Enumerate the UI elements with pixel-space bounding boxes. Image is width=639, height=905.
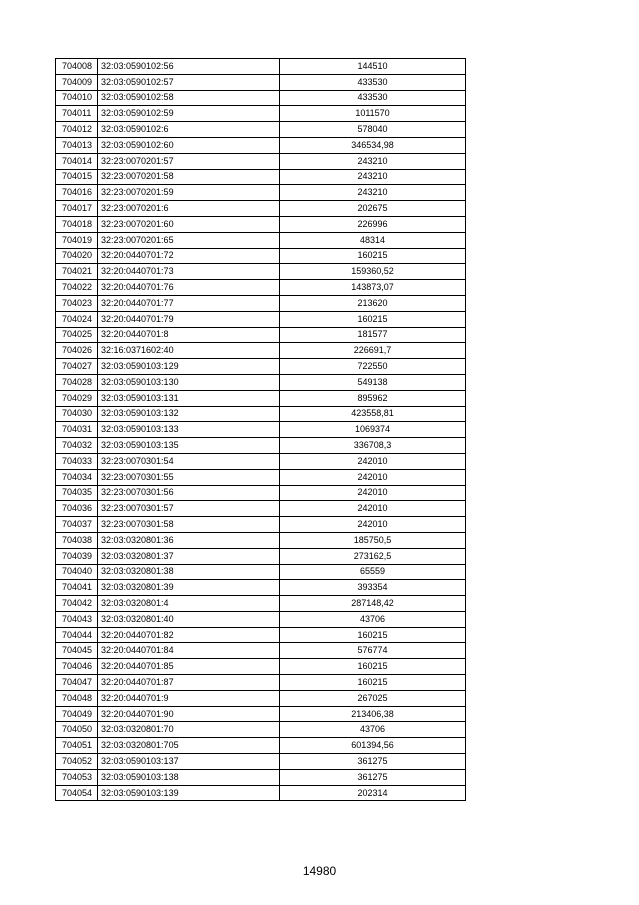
row-id-cell: 704045 (56, 643, 98, 659)
row-id-cell: 704047 (56, 675, 98, 691)
value-cell: 202314 (280, 785, 466, 801)
value-cell: 181577 (280, 327, 466, 343)
row-id-cell: 704035 (56, 485, 98, 501)
cadastral-number-cell: 32:23:0070201:58 (98, 169, 280, 185)
value-cell: 361275 (280, 769, 466, 785)
row-id-cell: 704026 (56, 343, 98, 359)
value-cell: 160215 (280, 248, 466, 264)
table-row (56, 675, 466, 691)
value-cell: 287148,42 (280, 596, 466, 612)
row-id-cell: 704049 (56, 706, 98, 722)
cadastral-number-cell: 32:20:0440701:8 (98, 327, 280, 343)
cadastral-number-cell: 32:23:0070201:60 (98, 216, 280, 232)
row-id-cell: 704022 (56, 280, 98, 296)
value-cell: 213620 (280, 295, 466, 311)
value-cell: 1069374 (280, 422, 466, 438)
cadastral-number-cell: 32:03:0590103:135 (98, 438, 280, 454)
row-id-cell: 704012 (56, 122, 98, 138)
row-id-cell: 704044 (56, 627, 98, 643)
table-row (56, 580, 466, 596)
table-row (56, 185, 466, 201)
table-row (56, 564, 466, 580)
table-row (56, 343, 466, 359)
value-cell: 242010 (280, 501, 466, 517)
table-row (56, 311, 466, 327)
row-id-cell: 704011 (56, 106, 98, 122)
table-row (56, 106, 466, 122)
row-id-cell: 704051 (56, 738, 98, 754)
cadastral-number-cell: 32:23:0070301:54 (98, 453, 280, 469)
cadastral-number-cell: 32:23:0070301:55 (98, 469, 280, 485)
row-id-cell: 704042 (56, 596, 98, 612)
row-id-cell: 704052 (56, 754, 98, 770)
value-cell: 226691,7 (280, 343, 466, 359)
row-id-cell: 704046 (56, 659, 98, 675)
value-cell: 65559 (280, 564, 466, 580)
row-id-cell: 704029 (56, 390, 98, 406)
table-row (56, 422, 466, 438)
table-row (56, 153, 466, 169)
table-row (56, 374, 466, 390)
row-id-cell: 704015 (56, 169, 98, 185)
value-cell: 423558,81 (280, 406, 466, 422)
row-id-cell: 704009 (56, 74, 98, 90)
value-cell: 242010 (280, 485, 466, 501)
cadastral-number-cell: 32:16:0371602:40 (98, 343, 280, 359)
cadastral-number-cell: 32:03:0590103:132 (98, 406, 280, 422)
cadastral-number-cell: 32:23:0070301:57 (98, 501, 280, 517)
table-row (56, 722, 466, 738)
table-row (56, 406, 466, 422)
value-cell: 213406,38 (280, 706, 466, 722)
value-cell: 243210 (280, 153, 466, 169)
cadastral-number-cell: 32:03:0590102:56 (98, 59, 280, 75)
row-id-cell: 704050 (56, 722, 98, 738)
value-cell: 144510 (280, 59, 466, 75)
cadastral-number-cell: 32:20:0440701:82 (98, 627, 280, 643)
row-id-cell: 704008 (56, 59, 98, 75)
value-cell: 578040 (280, 122, 466, 138)
value-cell: 143873,07 (280, 280, 466, 296)
table-row (56, 596, 466, 612)
row-id-cell: 704014 (56, 153, 98, 169)
table-row (56, 738, 466, 754)
cadastral-number-cell: 32:03:0320801:40 (98, 611, 280, 627)
value-cell: 895962 (280, 390, 466, 406)
cadastral-number-cell: 32:20:0440701:73 (98, 264, 280, 280)
cadastral-number-cell: 32:03:0590102:59 (98, 106, 280, 122)
row-id-cell: 704027 (56, 359, 98, 375)
cadastral-number-cell: 32:03:0590103:129 (98, 359, 280, 375)
table-body (56, 59, 466, 801)
row-id-cell: 704054 (56, 785, 98, 801)
table-row (56, 232, 466, 248)
value-cell: 346534,98 (280, 137, 466, 153)
table-row (56, 59, 466, 75)
cadastral-number-cell: 32:03:0590103:139 (98, 785, 280, 801)
table-row (56, 390, 466, 406)
cadastral-number-cell: 32:03:0590103:137 (98, 754, 280, 770)
row-id-cell: 704036 (56, 501, 98, 517)
table-row (56, 122, 466, 138)
value-cell: 601394,56 (280, 738, 466, 754)
row-id-cell: 704018 (56, 216, 98, 232)
cadastral-number-cell: 32:03:0320801:4 (98, 596, 280, 612)
cadastral-number-cell: 32:03:0590102:6 (98, 122, 280, 138)
table-row (56, 517, 466, 533)
row-id-cell: 704038 (56, 532, 98, 548)
row-id-cell: 704013 (56, 137, 98, 153)
value-cell: 549138 (280, 374, 466, 390)
row-id-cell: 704030 (56, 406, 98, 422)
page-number: 14980 (302, 864, 337, 878)
table-row (56, 690, 466, 706)
cadastral-number-cell: 32:20:0440701:84 (98, 643, 280, 659)
row-id-cell: 704041 (56, 580, 98, 596)
row-id-cell: 704037 (56, 517, 98, 533)
table-row (56, 627, 466, 643)
cadastral-number-cell: 32:20:0440701:72 (98, 248, 280, 264)
table-row (56, 754, 466, 770)
value-cell: 267025 (280, 690, 466, 706)
value-cell: 160215 (280, 311, 466, 327)
table-row (56, 643, 466, 659)
cadastral-number-cell: 32:20:0440701:79 (98, 311, 280, 327)
value-cell: 722550 (280, 359, 466, 375)
row-id-cell: 704020 (56, 248, 98, 264)
value-cell: 243210 (280, 169, 466, 185)
cadastral-number-cell: 32:03:0590102:57 (98, 74, 280, 90)
row-id-cell: 704023 (56, 295, 98, 311)
cadastral-number-cell: 32:03:0590103:131 (98, 390, 280, 406)
value-cell: 273162,5 (280, 548, 466, 564)
table-row (56, 74, 466, 90)
cadastral-number-cell: 32:03:0320801:37 (98, 548, 280, 564)
cadastral-number-cell: 32:23:0070201:65 (98, 232, 280, 248)
cadastral-number-cell: 32:03:0590102:58 (98, 90, 280, 106)
row-id-cell: 704033 (56, 453, 98, 469)
table-row (56, 485, 466, 501)
row-id-cell: 704031 (56, 422, 98, 438)
cadastral-number-cell: 32:03:0590103:133 (98, 422, 280, 438)
cadastral-number-cell: 32:20:0440701:87 (98, 675, 280, 691)
value-cell: 242010 (280, 469, 466, 485)
value-cell: 43706 (280, 611, 466, 627)
row-id-cell: 704053 (56, 769, 98, 785)
table-row (56, 280, 466, 296)
cadastral-number-cell: 32:03:0320801:36 (98, 532, 280, 548)
value-cell: 43706 (280, 722, 466, 738)
table-row (56, 438, 466, 454)
row-id-cell: 704017 (56, 201, 98, 217)
table-row (56, 327, 466, 343)
table-row (56, 169, 466, 185)
row-id-cell: 704010 (56, 90, 98, 106)
value-cell: 433530 (280, 90, 466, 106)
table-row (56, 295, 466, 311)
value-cell: 202675 (280, 201, 466, 217)
cadastral-number-cell: 32:23:0070201:6 (98, 201, 280, 217)
cadastral-number-cell: 32:03:0320801:705 (98, 738, 280, 754)
table-row (56, 769, 466, 785)
cadastral-number-cell: 32:20:0440701:9 (98, 690, 280, 706)
row-id-cell: 704032 (56, 438, 98, 454)
value-cell: 159360,52 (280, 264, 466, 280)
row-id-cell: 704024 (56, 311, 98, 327)
cadastral-number-cell: 32:23:0070201:59 (98, 185, 280, 201)
value-cell: 576774 (280, 643, 466, 659)
cadastral-number-cell: 32:03:0320801:70 (98, 722, 280, 738)
table-row (56, 659, 466, 675)
table-row (56, 501, 466, 517)
value-cell: 393354 (280, 580, 466, 596)
value-cell: 48314 (280, 232, 466, 248)
value-cell: 243210 (280, 185, 466, 201)
row-id-cell: 704025 (56, 327, 98, 343)
row-id-cell: 704034 (56, 469, 98, 485)
value-cell: 433530 (280, 74, 466, 90)
value-cell: 160215 (280, 675, 466, 691)
value-cell: 336708,3 (280, 438, 466, 454)
cadastral-number-cell: 32:03:0590102:60 (98, 137, 280, 153)
cadastral-number-cell: 32:03:0590103:130 (98, 374, 280, 390)
table-row (56, 548, 466, 564)
value-cell: 361275 (280, 754, 466, 770)
value-cell: 185750,5 (280, 532, 466, 548)
cadastral-number-cell: 32:03:0320801:39 (98, 580, 280, 596)
table-row (56, 359, 466, 375)
value-cell: 1011570 (280, 106, 466, 122)
data-table (55, 58, 466, 801)
cadastral-number-cell: 32:20:0440701:85 (98, 659, 280, 675)
row-id-cell: 704019 (56, 232, 98, 248)
table-row (56, 706, 466, 722)
table-row (56, 264, 466, 280)
table-row (56, 532, 466, 548)
cadastral-number-cell: 32:03:0590103:138 (98, 769, 280, 785)
cadastral-number-cell: 32:23:0070301:56 (98, 485, 280, 501)
value-cell: 160215 (280, 627, 466, 643)
table-row (56, 90, 466, 106)
row-id-cell: 704039 (56, 548, 98, 564)
table-row (56, 201, 466, 217)
table-row (56, 785, 466, 801)
value-cell: 242010 (280, 517, 466, 533)
row-id-cell: 704043 (56, 611, 98, 627)
cadastral-number-cell: 32:20:0440701:76 (98, 280, 280, 296)
row-id-cell: 704028 (56, 374, 98, 390)
cadastral-number-cell: 32:20:0440701:90 (98, 706, 280, 722)
table-row (56, 469, 466, 485)
table-row (56, 248, 466, 264)
value-cell: 226996 (280, 216, 466, 232)
row-id-cell: 704040 (56, 564, 98, 580)
row-id-cell: 704021 (56, 264, 98, 280)
table-row (56, 137, 466, 153)
cadastral-number-cell: 32:23:0070201:57 (98, 153, 280, 169)
table-row (56, 453, 466, 469)
table-row (56, 611, 466, 627)
cadastral-number-cell: 32:20:0440701:77 (98, 295, 280, 311)
cadastral-number-cell: 32:23:0070301:58 (98, 517, 280, 533)
table-row (56, 216, 466, 232)
value-cell: 160215 (280, 659, 466, 675)
value-cell: 242010 (280, 453, 466, 469)
row-id-cell: 704016 (56, 185, 98, 201)
row-id-cell: 704048 (56, 690, 98, 706)
cadastral-number-cell: 32:03:0320801:38 (98, 564, 280, 580)
